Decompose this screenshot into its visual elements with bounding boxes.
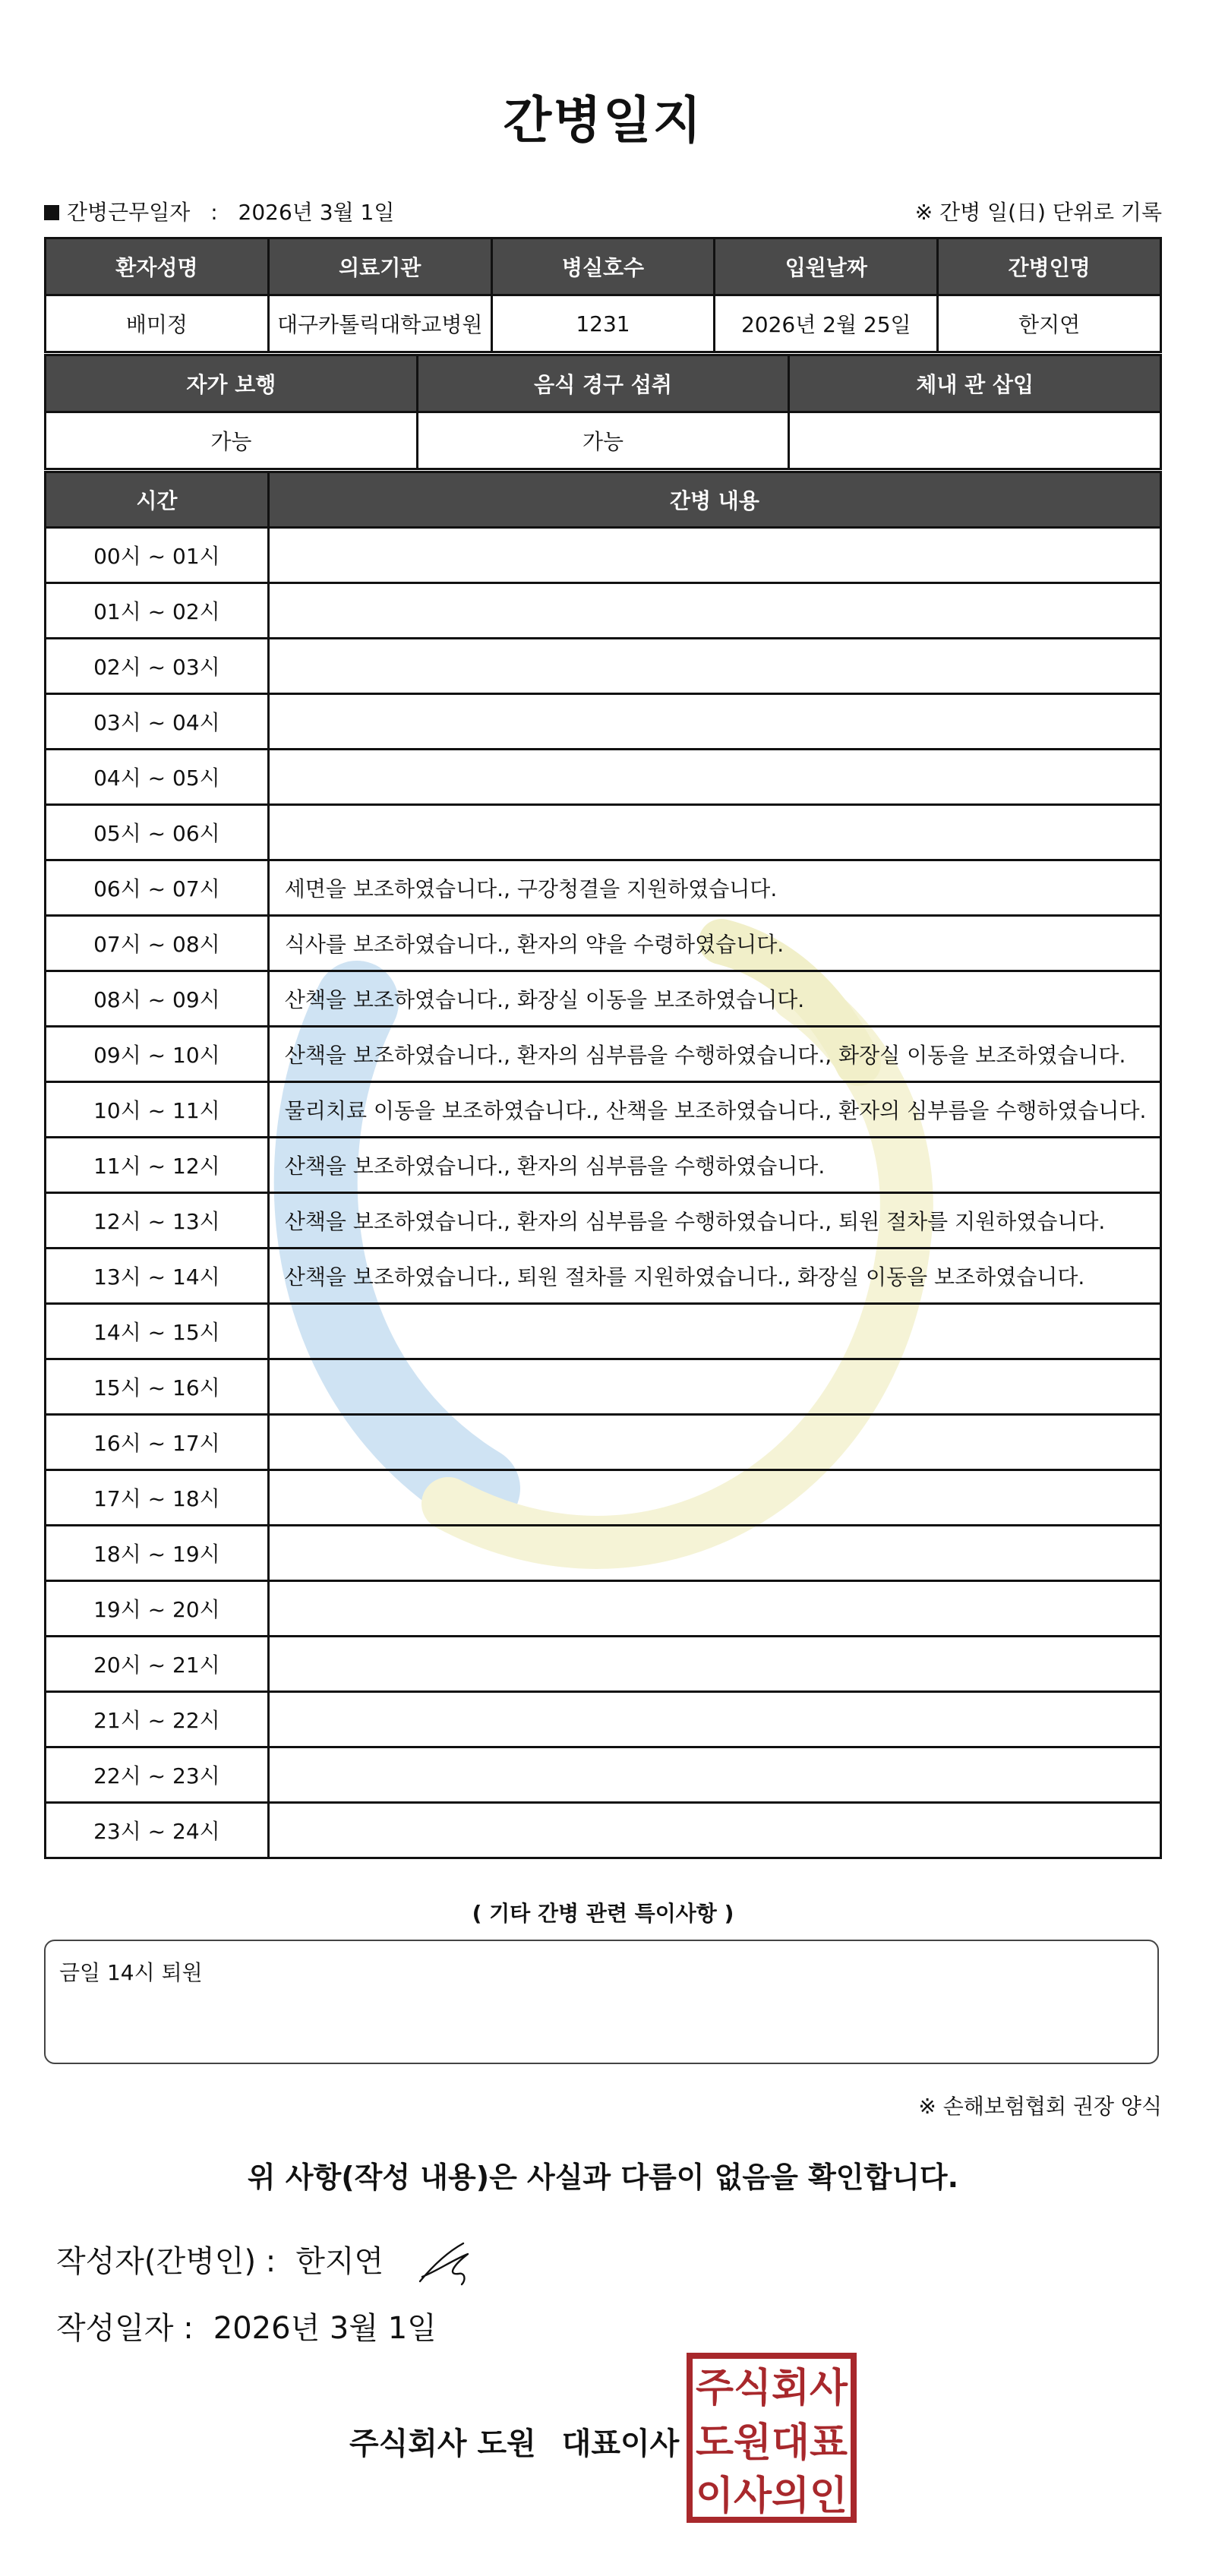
company-signature (349, 2420, 679, 2463)
care-log-content (268, 1526, 1160, 1581)
work-date-separator: : (210, 200, 218, 225)
care-log-row (46, 1470, 1161, 1526)
seal-line-3: 이사의인 (696, 2473, 848, 2519)
care-log-content: 산책을 보조하였습니다., 환자의 심부름을 수행하였습니다., 퇴원 절차를 지원하였습니다. (268, 1193, 1160, 1249)
care-log-row (46, 1747, 1161, 1803)
care-log-content: 산책을 보조하였습니다., 화장실 이동을 보조하였습니다. (268, 971, 1160, 1027)
care-log-time: 23시 ~ 24시 (46, 1803, 269, 1858)
ability-header-row (46, 355, 1161, 412)
care-log-row (46, 916, 1161, 971)
notes-title: ( 기타 간병 관련 특이사항 ) (472, 1901, 734, 1926)
care-log-content: 산책을 보조하였습니다., 환자의 심부름을 수행하였습니다. (268, 1138, 1160, 1193)
care-log-row (46, 750, 1161, 805)
written-date-label: 작성일자 : (56, 2311, 194, 2346)
confirmation-statement: 위 사항(작성 내용)은 사실과 다름이 없음을 확인합니다. (247, 2161, 959, 2194)
care-log-time: 03시 ~ 04시 (46, 694, 269, 750)
care-log-row (46, 1692, 1161, 1747)
seal-line-1: 주식회사 (696, 2366, 848, 2411)
care-log-row (46, 1415, 1161, 1470)
care-log-row (46, 1138, 1161, 1193)
care-log-table (44, 471, 1162, 1859)
writer-name: 한지연 (295, 2244, 384, 2279)
care-log-content: 세면을 보조하였습니다., 구강청결을 지원하였습니다. (268, 860, 1160, 916)
patient-info-header-row (46, 238, 1161, 295)
care-log-time: 07시 ~ 08시 (46, 916, 269, 971)
care-log-row (46, 1193, 1161, 1249)
header-patient-name: 환자성명 (46, 238, 269, 295)
company-title: 대표이사 (561, 2426, 680, 2461)
care-log-row (46, 1249, 1161, 1304)
self-walking-value: 가능 (46, 412, 418, 469)
care-log-row (46, 1359, 1161, 1415)
care-log-row (46, 805, 1161, 860)
header-room-number: 병실호수 (491, 238, 715, 295)
tube-insertion-value (789, 412, 1161, 469)
care-log-header-row (46, 472, 1161, 528)
caregiver-name: 한지연 (938, 295, 1161, 352)
care-log-time: 09시 ~ 10시 (46, 1027, 269, 1082)
care-log-row (46, 694, 1161, 750)
notes-box: 금일 14시 퇴원 (44, 1940, 1159, 2064)
square-bullet-icon (44, 205, 59, 220)
care-log-time: 00시 ~ 01시 (46, 528, 269, 583)
care-log-row (46, 971, 1161, 1027)
unit-note: ※ 간병 일(日) 단위로 기록 (914, 200, 1162, 225)
work-date-label: 간병근무일자 (67, 200, 191, 225)
care-log-content (268, 1359, 1160, 1415)
care-log-row (46, 1803, 1161, 1858)
header-care-content: 간병 내용 (268, 472, 1160, 528)
company-name: 주식회사 도원 (349, 2426, 536, 2461)
care-log-content (268, 1637, 1160, 1692)
care-log-time: 19시 ~ 20시 (46, 1581, 269, 1637)
care-log-row (46, 860, 1161, 916)
care-log-time: 22시 ~ 23시 (46, 1747, 269, 1803)
care-log-time: 08시 ~ 09시 (46, 971, 269, 1027)
ability-value-row (46, 412, 1161, 469)
care-log-time: 15시 ~ 16시 (46, 1359, 269, 1415)
care-log-body (46, 528, 1161, 1858)
care-log-content: 물리치료 이동을 보조하였습니다., 산책을 보조하였습니다., 환자의 심부름을 수행하였습니다. (268, 1082, 1160, 1138)
patient-info-value-row (46, 295, 1161, 352)
care-log-time: 13시 ~ 14시 (46, 1249, 269, 1304)
page-title: 간병일지 (503, 91, 703, 150)
care-log-content (268, 1470, 1160, 1526)
care-log-content: 산책을 보조하였습니다., 환자의 심부름을 수행하였습니다., 화장실 이동을 보조하였습니다. (268, 1027, 1160, 1082)
care-log-content (268, 1747, 1160, 1803)
written-date-value: 2026년 3월 1일 (213, 2311, 437, 2346)
care-log-content (268, 583, 1160, 639)
care-log-content: 산책을 보조하였습니다., 퇴원 절차를 지원하였습니다., 화장실 이동을 보조하였습니다. (268, 1249, 1160, 1304)
writer-label: 작성자(간병인) : (56, 2244, 276, 2279)
care-log-time: 06시 ~ 07시 (46, 860, 269, 916)
care-log-time: 14시 ~ 15시 (46, 1304, 269, 1359)
written-date-line (56, 2304, 437, 2347)
care-log-row (46, 583, 1161, 639)
care-log-row (46, 1526, 1161, 1581)
care-log-content (268, 1581, 1160, 1637)
header-tube-insertion: 체내 관 삽입 (789, 355, 1161, 412)
care-log-content (268, 639, 1160, 694)
care-log-row (46, 528, 1161, 583)
care-log-time: 20시 ~ 21시 (46, 1637, 269, 1692)
care-log-content (268, 1415, 1160, 1470)
writer-line (56, 2237, 384, 2281)
work-date (44, 196, 394, 226)
room-number: 1231 (491, 295, 715, 352)
care-log-row (46, 1581, 1161, 1637)
care-log-time: 21시 ~ 22시 (46, 1692, 269, 1747)
hospital-name: 대구카톨릭대학교병원 (268, 295, 491, 352)
care-log-content (268, 750, 1160, 805)
header-self-walking: 자가 보행 (46, 355, 418, 412)
care-log-time: 17시 ~ 18시 (46, 1470, 269, 1526)
header-time: 시간 (46, 472, 269, 528)
care-log-content (268, 694, 1160, 750)
company-seal-stamp (687, 2353, 857, 2523)
header-oral-intake: 음식 경구 섭취 (417, 355, 789, 412)
care-log-row (46, 1082, 1161, 1138)
care-log-content (268, 1803, 1160, 1858)
patient-ability-table (44, 354, 1162, 470)
care-log-content (268, 1692, 1160, 1747)
patient-info-table (44, 237, 1162, 353)
care-log-row (46, 639, 1161, 694)
signature-icon (416, 2237, 477, 2290)
seal-line-2: 도원대표 (696, 2420, 848, 2466)
care-log-time: 12시 ~ 13시 (46, 1193, 269, 1249)
work-date-value: 2026년 3월 1일 (238, 200, 395, 225)
admission-date: 2026년 2월 25일 (715, 295, 938, 352)
care-log-time: 10시 ~ 11시 (46, 1082, 269, 1138)
care-log-time: 18시 ~ 19시 (46, 1526, 269, 1581)
care-log-time: 11시 ~ 12시 (46, 1138, 269, 1193)
care-log-row (46, 1304, 1161, 1359)
care-log-time: 04시 ~ 05시 (46, 750, 269, 805)
meta-row (44, 196, 1162, 226)
care-log-time: 01시 ~ 02시 (46, 583, 269, 639)
care-log-time: 02시 ~ 03시 (46, 639, 269, 694)
header-caregiver-name: 간병인명 (938, 238, 1161, 295)
care-log-content (268, 1304, 1160, 1359)
care-log-time: 16시 ~ 17시 (46, 1415, 269, 1470)
header-admission-date: 입원날짜 (715, 238, 938, 295)
care-log-content: 식사를 보조하였습니다., 환자의 약을 수령하였습니다. (268, 916, 1160, 971)
oral-intake-value: 가능 (417, 412, 789, 469)
care-log-time: 05시 ~ 06시 (46, 805, 269, 860)
header-hospital: 의료기관 (268, 238, 491, 295)
association-note: ※ 손해보험협회 권장 양식 (918, 2094, 1162, 2119)
patient-name: 배미정 (46, 295, 269, 352)
care-log-content (268, 805, 1160, 860)
care-log-row (46, 1027, 1161, 1082)
care-log-row (46, 1637, 1161, 1692)
care-log-content (268, 528, 1160, 583)
